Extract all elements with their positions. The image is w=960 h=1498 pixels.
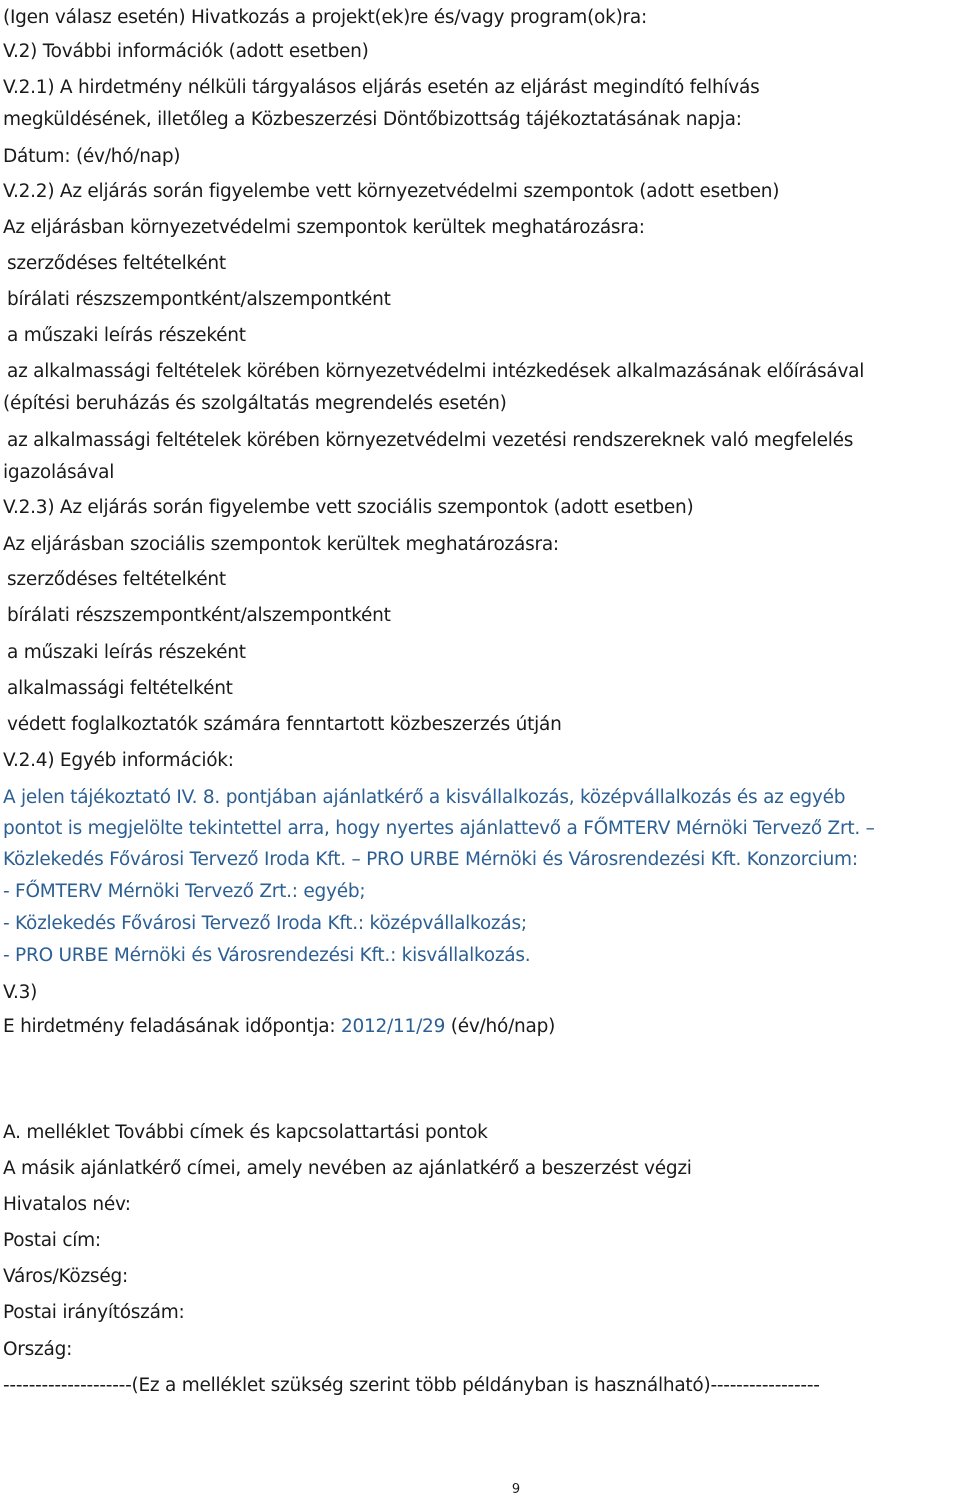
info-text-line: Közlekedés Fővárosi Tervező Iroda Kft. – PRO URBE Mérnöki és Városrendezési Kft. Konzorcium: bbox=[3, 849, 858, 870]
date-label: Dátum: (év/hó/nap) bbox=[3, 146, 181, 167]
text-line: igazolásával bbox=[3, 462, 115, 483]
section-heading: V.2) További információk (adott esetben) bbox=[3, 41, 369, 62]
section-heading: V.2.3) Az eljárás során figyelembe vett szociális szempontok (adott esetben) bbox=[3, 497, 694, 518]
field-label-city: Város/Község: bbox=[3, 1266, 128, 1287]
option-item: a műszaki leírás részeként bbox=[7, 642, 246, 663]
text-line: megküldésének, illetőleg a Közbeszerzési Döntőbizottság tájékoztatásának napja: bbox=[3, 109, 742, 130]
field-label-postal-code: Postai irányítószám: bbox=[3, 1302, 185, 1323]
section-heading: V.2.4) Egyéb információk: bbox=[3, 750, 234, 771]
section-heading: V.3) bbox=[3, 982, 38, 1003]
info-text-line: - FŐMTERV Mérnöki Tervező Zrt.: egyéb; bbox=[3, 881, 366, 902]
field-label-name: Hivatalos név: bbox=[3, 1194, 131, 1215]
section-heading: V.2.1) A hirdetmény nélküli tárgyalásos eljárás esetén az eljárást megindító felhívás bbox=[3, 77, 760, 98]
text-line: (Igen válasz esetén) Hivatkozás a projekt(ek)re és/vagy program(ok)ra: bbox=[3, 7, 647, 28]
section-heading: V.2.2) Az eljárás során figyelembe vett környezetvédelmi szempontok (adott esetben) bbox=[3, 181, 780, 202]
info-text-line: - PRO URBE Mérnöki és Városrendezési Kft.: kisvállalkozás. bbox=[3, 945, 531, 966]
publication-date-format: (év/hó/nap) bbox=[445, 1016, 556, 1037]
publication-date-value: 2012/11/29 bbox=[340, 1016, 446, 1037]
info-text-line: pontot is megjelölte tekintettel arra, hogy nyertes ajánlattevő a FŐMTERV Mérnöki Tervező Zrt. – bbox=[3, 818, 875, 839]
text-line: A másik ajánlatkérő címei, amely nevében az ajánlatkérő a beszerzést végzi bbox=[3, 1158, 692, 1179]
separator-note: --------------------(Ez a melléklet szükség szerint több példányban is használható)----------------- bbox=[3, 1375, 820, 1396]
option-item: alkalmassági feltételként bbox=[7, 678, 233, 699]
option-item: szerződéses feltételként bbox=[7, 253, 226, 274]
text-line: (építési beruházás és szolgáltatás megrendelés esetén) bbox=[3, 393, 507, 414]
field-label-address: Postai cím: bbox=[3, 1230, 101, 1251]
text-line: Az eljárásban szociális szempontok kerültek meghatározásra: bbox=[3, 534, 559, 555]
info-text-line: A jelen tájékoztató IV. 8. pontjában ajánlatkérő a kisvállalkozás, középvállalkozás és az egyéb bbox=[3, 787, 846, 808]
info-text-line: - Közlekedés Fővárosi Tervező Iroda Kft.: középvállalkozás; bbox=[3, 913, 527, 934]
publication-date-label: E hirdetmény feladásának időpontja: bbox=[3, 1016, 341, 1037]
text-line: Az eljárásban környezetvédelmi szempontok kerültek meghatározásra: bbox=[3, 217, 645, 238]
annex-heading: A. melléklet További címek és kapcsolattartási pontok bbox=[3, 1122, 488, 1143]
publication-date-line bbox=[3, 1015, 555, 1039]
option-item: védett foglalkoztatók számára fenntartott közbeszerzés útján bbox=[7, 714, 562, 735]
option-item: a műszaki leírás részeként bbox=[7, 325, 246, 346]
option-item: bírálati részszempontként/alszempontként bbox=[7, 605, 391, 626]
page-number: 9 bbox=[511, 1482, 521, 1497]
option-item: bírálati részszempontként/alszempontként bbox=[7, 289, 391, 310]
option-item: az alkalmassági feltételek körében környezetvédelmi intézkedések alkalmazásának előírásával bbox=[7, 361, 865, 382]
option-item: szerződéses feltételként bbox=[7, 569, 226, 590]
option-item: az alkalmassági feltételek körében környezetvédelmi vezetési rendszereknek való megfelelés bbox=[7, 430, 854, 451]
field-label-country: Ország: bbox=[3, 1339, 73, 1360]
